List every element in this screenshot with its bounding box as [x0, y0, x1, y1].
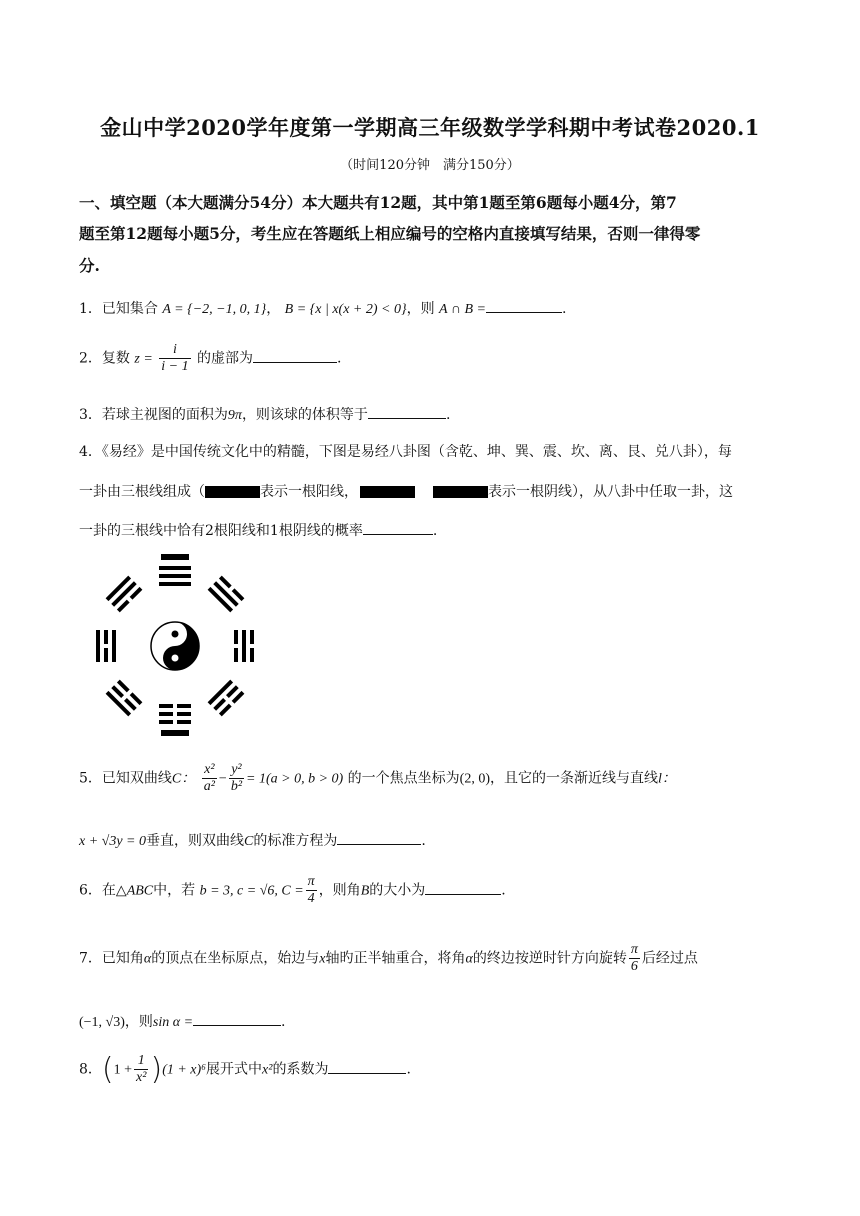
q5-focus: (2, 0)	[459, 771, 490, 787]
q8-post: 展开式中	[206, 1061, 263, 1078]
q3-post: ，则该球的体积等于	[241, 407, 368, 423]
question-7-line1	[79, 942, 698, 975]
q8-one: 1 +	[113, 1062, 133, 1078]
q2-answer-blank[interactable]	[253, 348, 337, 363]
q7-fn: π	[629, 942, 640, 959]
q6-mid: 中，若	[153, 882, 196, 899]
yin-line-left-symbol	[360, 486, 415, 498]
q1-end: .	[561, 301, 567, 317]
q7-mid: 的顶点在坐标原点，始边与	[151, 950, 320, 967]
q7-number: 7．	[79, 950, 102, 967]
question-4-line2	[79, 481, 733, 501]
q5-number: 5．	[79, 770, 102, 787]
q1-set-b: B = {x | x(x + 2) < 0}	[284, 302, 407, 317]
q5-d1: a²	[203, 779, 215, 795]
q5-c2: C	[244, 834, 254, 849]
q6-answer-blank[interactable]	[425, 880, 501, 895]
q1-pre: 已知集合	[101, 301, 158, 317]
q2-end: .	[337, 350, 342, 367]
q2-denominator: i − 1	[161, 359, 189, 375]
q8-x2: x²	[262, 1062, 273, 1078]
q7-fraction	[629, 942, 640, 975]
q2-fraction	[159, 342, 190, 375]
q5-l: l：	[657, 771, 676, 787]
bagua-diagram	[80, 548, 270, 744]
q8-post2: 的系数为	[272, 1061, 329, 1078]
q5-mid: 的一个焦点坐标为	[347, 770, 460, 787]
q3-answer-blank[interactable]	[368, 404, 446, 419]
q4-end: .	[432, 523, 438, 539]
q3-pre: 若球主视图的面积为	[101, 407, 228, 423]
question-6	[79, 874, 506, 907]
question-5-line1	[79, 762, 676, 795]
q6-post: ，则角	[318, 882, 361, 899]
q2-numerator: i	[159, 342, 190, 359]
q8-fn: 1	[134, 1053, 148, 1070]
q2-post: 的虚部为	[197, 350, 254, 367]
q8-left-paren: (	[101, 1052, 114, 1087]
q7-post2: ，则	[124, 1014, 153, 1030]
q2-z: z =	[134, 351, 153, 367]
q4-line2-c: 表示一根阴线），从八卦中任取一卦，这	[488, 484, 733, 500]
exam-title: 金山中学2020学年度第一学期高三年级数学学科期中考试卷2020.1	[100, 115, 760, 140]
question-7-line2	[79, 1011, 286, 1031]
q6-fd: 4	[307, 891, 315, 907]
q8-right-paren: )	[150, 1052, 163, 1087]
q7-mid2: 轴旳正半轴重合，将角	[325, 950, 466, 967]
q1-number: 1．	[79, 301, 102, 317]
question-4-line3	[79, 520, 437, 540]
q6-end: .	[501, 882, 506, 899]
trigram-top	[159, 554, 191, 586]
q3-number: 3．	[79, 407, 102, 423]
q5-post: 垂直，则双曲线	[146, 833, 245, 849]
q1-answer-blank[interactable]	[486, 298, 562, 313]
q5-frac-x	[202, 762, 217, 795]
exam-subtitle: （时间120分钟 满分150分）	[340, 158, 520, 173]
q5-minus: −	[218, 771, 227, 787]
q6-fraction	[306, 874, 317, 907]
q2-pre: 复数	[101, 350, 130, 367]
question-4-line1: 4．《易经》是中国传统文化中的精髓，下图是易经八卦图（含乾、坤、巽、震、坎、离、艮、兑八卦），每	[79, 444, 732, 460]
trigram-top-left	[106, 576, 143, 613]
q5-pre: 已知双曲线	[101, 770, 172, 787]
trigram-bottom-left	[106, 680, 143, 717]
q8-end: .	[406, 1061, 411, 1078]
question-1	[79, 298, 566, 318]
q5-end: .	[421, 833, 426, 849]
trigram-top-right	[208, 576, 245, 613]
q7-mid3: 的终边按逆时针方向旋转	[472, 950, 627, 967]
q7-sin: sin α =	[152, 1015, 194, 1030]
yang-line-symbol	[205, 486, 260, 498]
q1-expr: A ∩ B =	[439, 302, 486, 317]
trigram-bottom-right	[208, 680, 245, 717]
q6-cond: b = 3, c = √6, C =	[199, 883, 304, 899]
trigram-right	[234, 630, 254, 662]
q6-post2: 的大小为	[369, 882, 426, 899]
q3-value: 9π	[227, 408, 242, 423]
q7-answer-blank[interactable]	[193, 1011, 281, 1026]
question-8	[79, 1052, 411, 1087]
question-2	[79, 342, 341, 375]
q4-line2-a: 一卦由三根线组成（	[79, 484, 205, 500]
q5-tail: ，且它的一条渐近线与直线	[489, 770, 658, 787]
trigram-bottom	[159, 704, 191, 736]
q4-line3-text: 一卦的三根线中恰有2根阳线和1根阴线的概率	[79, 523, 363, 539]
q6-triangle: △ABC	[115, 883, 154, 899]
q7-alpha-2: α	[465, 951, 473, 967]
q7-point: (−1, √3)	[79, 1015, 125, 1030]
q8-fd: x²	[136, 1070, 147, 1085]
q2-number: 2．	[79, 350, 102, 367]
q3-end: .	[445, 407, 451, 423]
section-heading-line2: 题至第12题每小题5分，考生应在答题纸上相应编号的空格内直接填写结果，否则一律得零	[79, 224, 701, 243]
q5-answer-blank[interactable]	[337, 830, 421, 845]
q7-pre: 已知角	[101, 950, 144, 967]
q6-number: 6．	[79, 882, 102, 899]
q1-mid: ，则	[406, 301, 435, 317]
taiji-icon	[151, 622, 199, 670]
q6-fn: π	[306, 874, 317, 891]
q5-n2: y²	[229, 762, 244, 779]
section-heading-line3: 分.	[79, 256, 100, 275]
q8-fraction	[134, 1053, 148, 1086]
q5-line-eq: x + √3y = 0	[79, 834, 147, 849]
section-heading-line1: 一、填空题（本大题满分54分）本大题共有12题，其中第1题至第6题每小题4分，第7	[79, 193, 677, 212]
q5-d2: b²	[230, 779, 243, 795]
q1-sep: ，	[266, 301, 281, 317]
q7-x: x	[319, 951, 326, 967]
q4-line2-b: 表示一根阳线，	[260, 484, 358, 500]
q8-answer-blank[interactable]	[328, 1059, 406, 1074]
question-5-line2	[79, 830, 426, 850]
q5-post2: 的标准方程为	[253, 833, 338, 849]
yin-line-right-symbol	[433, 486, 488, 498]
q1-set-a: A = {−2, −1, 0, 1}	[162, 302, 267, 317]
q5-rest: = 1(a > 0, b > 0)	[246, 771, 344, 787]
q7-alpha: α	[143, 951, 152, 967]
trigram-left	[96, 630, 116, 662]
q8-binomial: (1 + x)⁶	[162, 1062, 207, 1078]
question-3	[79, 404, 450, 424]
q7-post: 后经过点	[641, 950, 698, 967]
q6-b: B	[360, 883, 370, 899]
q5-frac-y	[229, 762, 244, 795]
q7-end: .	[281, 1014, 286, 1030]
q5-n1: x²	[202, 762, 217, 779]
q5-c: C：	[171, 771, 196, 787]
q4-answer-blank[interactable]	[363, 520, 433, 535]
q7-fd: 6	[630, 959, 638, 975]
q8-number: 8．	[79, 1061, 102, 1078]
q6-pre: 在	[101, 882, 116, 899]
